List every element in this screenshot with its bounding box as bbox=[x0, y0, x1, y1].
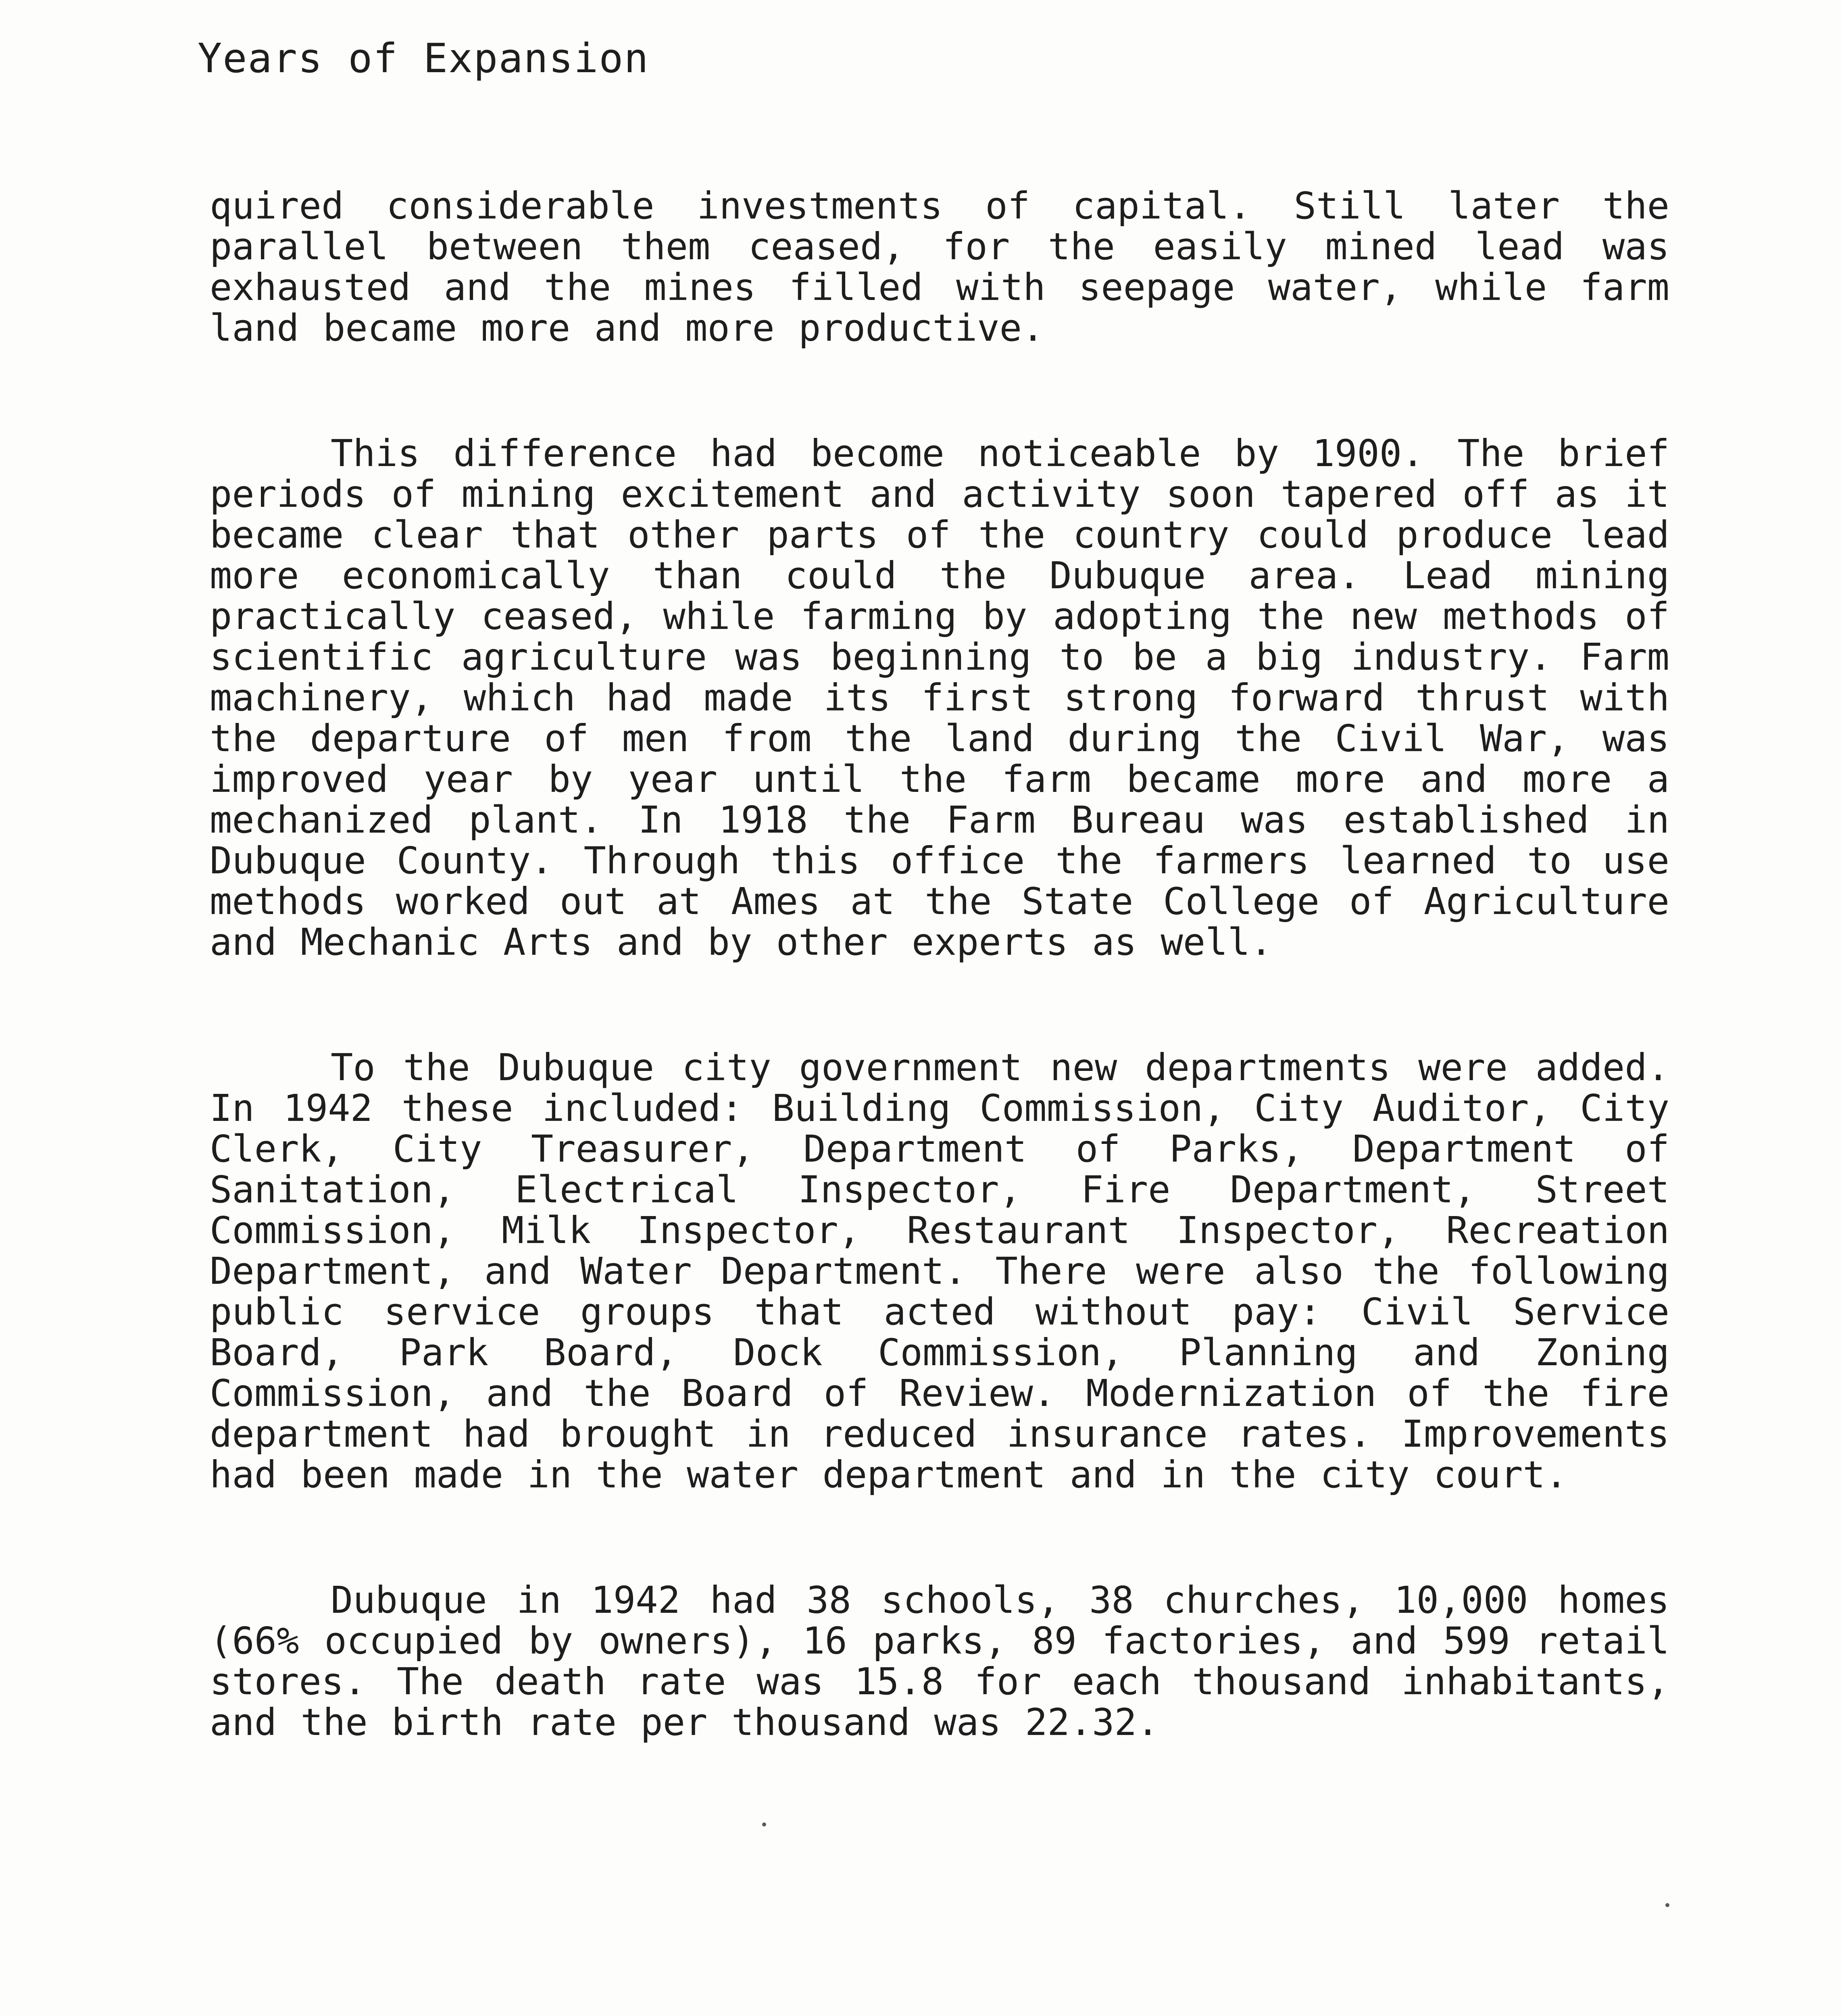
paragraph-mining-continuation: quired considerable investments of capital. Still later the parallel between them ceased, for the easily mined lead was exhausted and the mines filled with seepage water, while farm land became more and more productive. bbox=[210, 184, 1669, 350]
body-text bbox=[210, 185, 1669, 1827]
paragraph-agriculture: This difference had become noticeable by 1900. The brief periods of mining excitement and activity soon tapered off as it became clear that other parts of the country could produce lead more economically than could the Dubuque area. Lead mining practically ceased, while farming by adopting the new methods of scientific agriculture was beginning to be a big industry. Farm machinery, which had made its first strong forward thrust with the departure of men from the land during the Civil War, was improved year by year until the farm became more and more a mechanized plant. In 1918 the Farm Bureau was established in Dubuque County. Through this office the farmers learned to use methods worked out at Ames at the State College of Agriculture and Mechanic Arts and by other experts as well. bbox=[210, 432, 1669, 964]
paper-speck bbox=[1665, 1903, 1669, 1907]
paragraph-city-statistics: Dubuque in 1942 had 38 schools, 38 churches, 10,000 homes (66% occupied by owners), 16 parks, 89 factories, and 599 retail stores. The death rate was 15.8 for each thousand inhabitants, and the birth rate per thousand was 22.32. bbox=[210, 1579, 1669, 1744]
paper-speck bbox=[762, 1822, 766, 1826]
paragraph-city-departments: To the Dubuque city government new departments were added. In 1942 these included: Building Commission, City Auditor, City Clerk, City Treasurer, Department of Parks, Department of Sanitation, Electrical Inspector, Fire Department, Street Commission, Milk Inspector, Restaurant Inspector, Recreation Department, and Water Department. There were also the following public service groups that acted without pay: Civil Service Board, Park Board, Dock Commission, Planning and Zoning Commission, and the Board of Review. Modernization of the fire department had brought in reduced insurance rates. Improvements had been made in the water department and in the city court. bbox=[210, 1046, 1669, 1496]
running-head: Years of Expansion bbox=[198, 35, 649, 82]
